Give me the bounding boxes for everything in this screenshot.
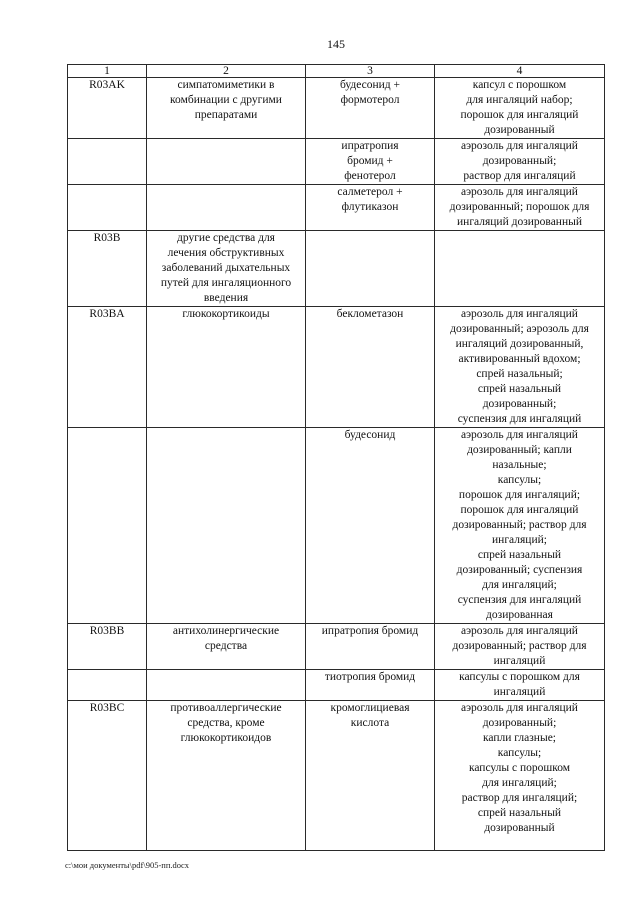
cell-line: суспензия для ингаляций <box>457 594 582 606</box>
cell-line: для ингаляций; <box>482 777 557 789</box>
dosage-form-cell <box>435 624 605 670</box>
header-cell-form: 4 <box>435 65 605 78</box>
cell-line: дозированный; раствор для <box>452 640 587 652</box>
drug-cell <box>306 428 435 624</box>
dosage-form-cell <box>435 78 605 139</box>
dosage-form-cell <box>435 670 605 701</box>
cell-line: R03BB <box>89 625 125 637</box>
cell-line: аэрозоль для ингаляций <box>461 429 578 441</box>
code-cell <box>68 231 147 307</box>
cell-line: дозированный <box>484 822 555 834</box>
table-row <box>68 78 605 139</box>
cell-line: кромоглициевая <box>330 702 410 714</box>
cell-line: ингаляций <box>493 686 546 698</box>
drug-cell <box>306 78 435 139</box>
cell-line: ипратропия <box>341 140 399 152</box>
cell-line: дозированный; аэрозоль для <box>450 323 589 335</box>
table-row <box>68 185 605 231</box>
group-cell <box>147 670 306 701</box>
cell-line: будесонид + <box>339 79 401 91</box>
cell-line: дозированный; капли <box>467 444 572 456</box>
cell-line: кислота <box>350 717 390 729</box>
cell-line: капли глазные; <box>483 732 556 744</box>
code-cell <box>68 78 147 139</box>
table-row <box>68 139 605 185</box>
table-header <box>68 65 605 78</box>
table-row <box>68 428 605 624</box>
table-row <box>68 307 605 428</box>
drug-cell <box>306 139 435 185</box>
cell-line: R03BC <box>89 702 125 714</box>
drug-table <box>67 64 605 851</box>
table-body <box>68 78 605 851</box>
cell-line: дозированная <box>486 609 553 621</box>
cell-line: флутиказон <box>341 201 399 213</box>
cell-line: аэрозоль для ингаляций <box>461 625 578 637</box>
cell-line: R03B <box>93 232 121 244</box>
group-cell <box>147 307 306 428</box>
cell-line: симпатомиметики в <box>177 79 275 91</box>
cell-line: противоаллергические <box>170 702 282 714</box>
drug-cell <box>306 307 435 428</box>
code-cell <box>68 670 147 701</box>
cell-line: аэрозоль для ингаляций <box>461 140 578 152</box>
cell-line: ингаляций; <box>492 534 547 546</box>
header-cell-drug: 3 <box>306 65 435 78</box>
cell-line: формотерол <box>340 94 400 106</box>
drug-cell <box>306 624 435 670</box>
drug-cell <box>306 231 435 307</box>
dosage-form-cell <box>435 428 605 624</box>
cell-line: ингаляций дозированный <box>457 216 582 228</box>
cell-line: для ингаляций; <box>482 579 557 591</box>
dosage-form-cell <box>435 701 605 851</box>
code-cell <box>68 139 147 185</box>
cell-line: дозированный; <box>482 398 557 410</box>
page-number: 145 <box>327 37 345 51</box>
cell-line: дозированный; раствор для <box>452 519 587 531</box>
cell-line: аэрозоль для ингаляций <box>461 308 578 320</box>
table-row <box>68 624 605 670</box>
cell-line: дозированный; <box>482 155 557 167</box>
cell-line: салметерол + <box>337 186 403 198</box>
cell-line: ипратропия бромид <box>321 625 419 637</box>
dosage-form-cell <box>435 307 605 428</box>
cell-line: для ингаляций набор; <box>466 94 573 106</box>
cell-line: назальные; <box>492 459 547 471</box>
code-cell <box>68 624 147 670</box>
cell-line: капсулы с порошком для <box>459 671 580 683</box>
cell-line: R03AK <box>89 79 125 91</box>
cell-line: аэрозоль для ингаляций <box>461 702 578 714</box>
cell-line: спрей назальный <box>477 807 562 819</box>
code-cell <box>68 307 147 428</box>
cell-line: средства <box>204 640 248 652</box>
header-cell-code: 1 <box>68 65 147 78</box>
group-cell <box>147 701 306 851</box>
cell-line: порошок для ингаляций <box>460 504 579 516</box>
header-row <box>68 65 605 78</box>
cell-line: дозированный; <box>482 717 557 729</box>
cell-line: дозированный <box>484 124 555 136</box>
cell-line: комбинации с другими <box>170 94 282 106</box>
cell-line: раствор для ингаляций <box>463 170 576 182</box>
group-cell <box>147 185 306 231</box>
cell-line: глюкокортикоиды <box>182 308 270 320</box>
cell-line: аэрозоль для ингаляций <box>461 186 578 198</box>
code-cell <box>68 185 147 231</box>
cell-line: спрей назальный; <box>476 368 563 380</box>
dosage-form-cell <box>435 231 605 307</box>
cell-line: дозированный; порошок для <box>449 201 590 213</box>
cell-line: заболеваний дыхательных <box>161 262 291 274</box>
cell-line: средства, кроме <box>187 717 265 729</box>
group-cell <box>147 428 306 624</box>
cell-line: бромид + <box>347 155 393 167</box>
cell-line: глюкокортикоидов <box>180 732 272 744</box>
footer-file-path: c:\мои документы\pdf\905-пп.docx <box>65 860 190 870</box>
cell-line: порошок для ингаляций <box>460 109 579 121</box>
cell-line: ингаляций <box>493 655 546 667</box>
cell-line: препаратами <box>194 109 258 121</box>
group-cell <box>147 139 306 185</box>
cell-line: порошок для ингаляций; <box>458 489 581 501</box>
drug-cell <box>306 701 435 851</box>
cell-line: введения <box>203 292 249 304</box>
cell-line: R03BA <box>89 308 125 320</box>
cell-line: тиотропия бромид <box>324 671 416 683</box>
cell-line: ингаляций дозированный, <box>455 338 584 350</box>
cell-line: раствор для ингаляций; <box>461 792 578 804</box>
table-row <box>68 231 605 307</box>
cell-line: спрей назальный <box>477 383 562 395</box>
group-cell <box>147 231 306 307</box>
dosage-form-cell <box>435 139 605 185</box>
cell-line: фенотерол <box>344 170 396 182</box>
header-cell-group: 2 <box>147 65 306 78</box>
cell-line: капсулы; <box>497 747 542 759</box>
cell-line: дозированный; суспензия <box>456 564 583 576</box>
table-row <box>68 701 605 851</box>
cell-line: путей для ингаляционного <box>160 277 292 289</box>
cell-line: капсулы; <box>497 474 542 486</box>
drug-cell <box>306 185 435 231</box>
cell-line: лечения обструктивных <box>167 247 285 259</box>
cell-line: антихолинергические <box>172 625 280 637</box>
drug-cell <box>306 670 435 701</box>
group-cell <box>147 624 306 670</box>
cell-line: беклометазон <box>336 308 404 320</box>
cell-line: другие средства для <box>177 232 275 244</box>
code-cell <box>68 701 147 851</box>
cell-line: суспензия для ингаляций <box>457 413 582 425</box>
cell-line: капсулы с порошком <box>468 762 571 774</box>
table-row <box>68 670 605 701</box>
dosage-form-cell <box>435 185 605 231</box>
group-cell <box>147 78 306 139</box>
cell-line: активированный вдохом; <box>458 353 581 365</box>
cell-line: спрей назальный <box>477 549 562 561</box>
code-cell <box>68 428 147 624</box>
cell-line: капсул с порошком <box>472 79 567 91</box>
cell-line: будесонид <box>344 429 396 441</box>
